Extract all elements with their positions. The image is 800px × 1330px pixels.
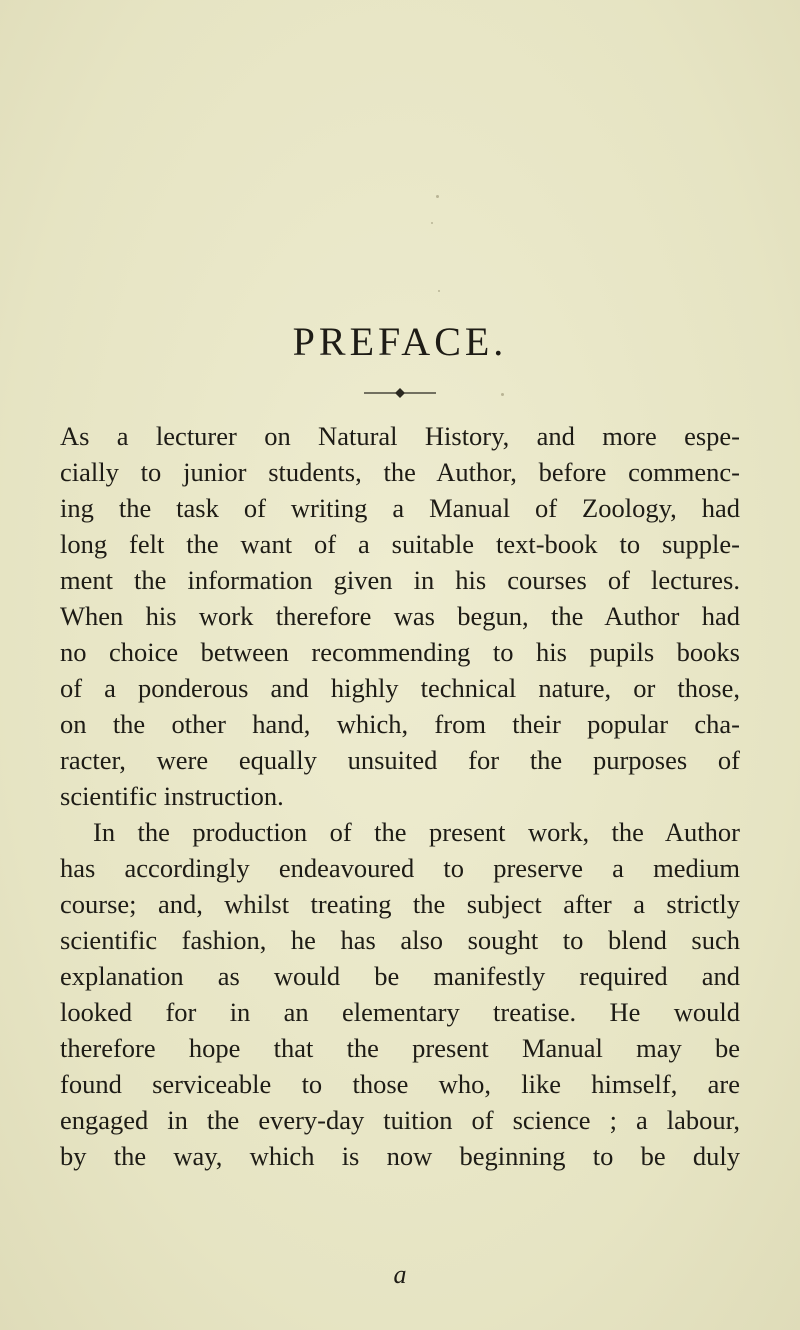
text-line: found serviceable to those who, like himself, are (60, 1069, 740, 1099)
paper-speck (436, 195, 439, 198)
text-line: of a ponderous and highly technical nature, or those, (60, 673, 740, 703)
text-line: When his work therefore was begun, the Author had (60, 601, 740, 631)
text-line: racter, were equally unsuited for the purposes of (60, 745, 740, 775)
paper-speck (431, 222, 433, 224)
text-line: scientific instruction. (60, 781, 284, 811)
text-line: on the other hand, which, from their popular cha- (60, 709, 740, 739)
text-line: explanation as would be manifestly required and (60, 961, 740, 991)
text-line: ing the task of writing a Manual of Zoology, had (60, 493, 740, 523)
text-line: cially to junior students, the Author, before commenc- (60, 457, 740, 487)
text-line: by the way, which is now beginning to be duly (60, 1141, 740, 1171)
text-line: ment the information given in his courses of lectures. (60, 565, 740, 595)
text-line: In the production of the present work, the Author (93, 817, 740, 847)
paragraph-1 (60, 418, 740, 814)
page-title: PREFACE. (292, 319, 508, 364)
paragraph-2 (60, 814, 740, 1174)
text-line: As a lecturer on Natural History, and more espe- (60, 421, 740, 451)
preface-body (60, 418, 740, 1174)
text-line: therefore hope that the present Manual may be (60, 1033, 740, 1063)
text-line: has accordingly endeavoured to preserve a medium (60, 853, 740, 883)
text-line: engaged in the every-day tuition of science ; a labour, (60, 1105, 740, 1135)
text-line: long felt the want of a suitable text-book to supple- (60, 529, 740, 559)
paper-speck (501, 393, 504, 396)
signature-mark: a (393, 1260, 407, 1289)
text-line: scientific fashion, he has also sought to blend such (60, 925, 740, 955)
paper-speck (438, 290, 440, 292)
text-line: course; and, whilst treating the subject after a strictly (60, 889, 740, 919)
title-ornament-divider (364, 387, 436, 399)
text-line: no choice between recommending to his pupils books (60, 637, 740, 667)
text-line: looked for in an elementary treatise. He would (60, 997, 740, 1027)
